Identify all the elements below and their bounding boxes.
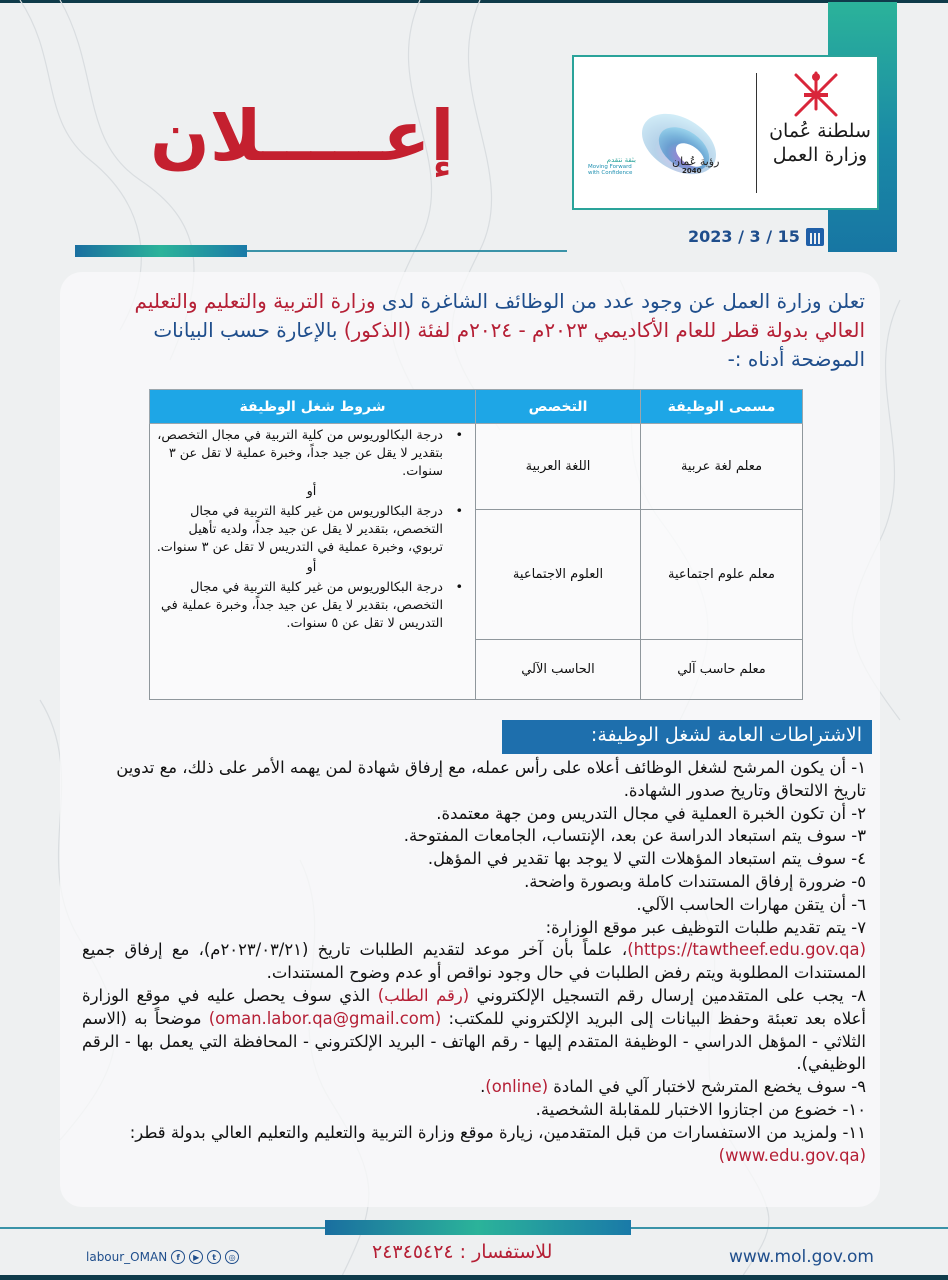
- header-rule-thin: [247, 250, 567, 252]
- inquiry-phone: للاستفسار : ٢٤٣٤٥٤٢٤: [372, 1241, 553, 1263]
- email-link[interactable]: (oman.labor.qa@gmail.com): [208, 1008, 442, 1028]
- vision-tagline: بثقة نتقدم Moving Forward with Confidence: [588, 156, 636, 176]
- requirement-item: ٧- يتم تقديم طلبات التوظيف عبر موقع الوزارة:: [545, 917, 866, 937]
- instagram-icon[interactable]: ◎: [225, 1250, 239, 1264]
- job-title-cell: معلم حاسب آلي: [641, 640, 803, 700]
- condition-item: • درجة البكالوريوس من غير كلية التربية في مجال التخصص، بتقدير لا يقل عن جيد جداً، ولديه تأهيل تربوي، وخبرة عملية في التدريس لا تقل عن ٣ سنوات.: [156, 503, 467, 557]
- requirement-item: ٥- ضرورة إرفاق المستندات كاملة وبصورة واضحة.: [524, 871, 866, 891]
- social-handle[interactable]: labour_OMAN: [86, 1250, 168, 1264]
- general-requirements-heading: الاشتراطات العامة لشغل الوظيفة:: [502, 720, 872, 754]
- edu-link[interactable]: (www.edu.gov.qa): [718, 1145, 866, 1165]
- requirement-item: ٨- يجب على المتقدمين إرسال رقم التسجيل الإلكتروني (رقم الطلب) الذي سوف يحصل عليه في موقع الوزارة أعلاه بعد تعبئة وحفظ البيانات إلى البريد الإلكتروني للمكتب: (oman.labor.qa@gmail.com) موضحاً به (الاسم الثلاثي - المؤهل الدراسي - الوظيفة المتقدم إليها - رقم الهاتف - البريد الإلكتروني - المحافظة التي يعمل بها - الرقم الوظيفي).: [82, 985, 866, 1074]
- date-text: 2023 / 3 / 15: [688, 227, 800, 246]
- header-specialization: التخصص: [476, 390, 641, 424]
- twitter-icon[interactable]: t: [207, 1250, 221, 1264]
- jobs-table: [149, 389, 803, 700]
- header-job-title: مسمى الوظيفة: [641, 390, 803, 424]
- footer-rule: [325, 1220, 631, 1235]
- page-title: إعـــــلان: [150, 95, 455, 177]
- requirement-item: ٩- سوف يخضع المترشح لاختبار آلي في المادة (online).: [480, 1077, 866, 1097]
- logo-divider: [756, 73, 757, 193]
- calendar-icon: [806, 228, 824, 246]
- specialization-cell: اللغة العربية: [476, 424, 641, 510]
- or-separator: أو: [306, 484, 317, 499]
- oman-emblem-icon: [786, 69, 846, 121]
- requirement-item: (https://tawtheef.edu.gov.qa)، علماً بأن آخر موعد لتقديم الطلبات تاريخ (٢٠٢٣/٠٣/٢١م)، مع إرفاق جميع المستندات المطلوبة ويتم رفض الطلبات في حال وجود نواقص أو عدم وضوح المستندات.: [82, 940, 867, 983]
- vision-label: رؤية عُمان: [672, 155, 720, 168]
- requirement-item: ١٠- خضوع من اجتازوا الاختبار للمقابلة الشخصية.: [535, 1099, 866, 1119]
- specialization-cell: الحاسب الآلي: [476, 640, 641, 700]
- condition-item: • درجة البكالوريوس من كلية التربية في مجال التخصص، بتقدير لا يقل عن جيد جداً، وخبرة عملية لا تقل عن ٣ سنوات.: [156, 427, 467, 481]
- requirement-item: ٦- أن يتقن مهارات الحاسب الآلي.: [636, 894, 866, 914]
- ministry-name: سلطنة عُمان وزارة العمل: [769, 120, 871, 166]
- bottom-border: [0, 1275, 948, 1280]
- requirement-item: ٣- سوف يتم استبعاد الدراسة عن بعد، الإنتساب، الجامعات المفتوحة.: [403, 826, 866, 846]
- header-rule: [75, 245, 247, 257]
- general-requirements-list: [82, 757, 866, 1167]
- header-conditions: شروط شغل الوظيفة: [150, 390, 476, 424]
- youtube-icon[interactable]: ▶: [189, 1250, 203, 1264]
- tawtheef-link[interactable]: (https://tawtheef.edu.gov.qa): [627, 940, 867, 960]
- top-border: [0, 0, 948, 3]
- requirement-item: ١- أن يكون المرشح لشغل الوظائف أعلاه على رأس عمله، مع إرفاق شهادة لمن يهمه الأمر على ذلك، مع تدوين تاريخ الالتحاق وتاريخ صدور الشهادة.: [116, 758, 866, 800]
- job-title-cell: معلم علوم اجتماعية: [641, 510, 803, 640]
- specialization-cell: العلوم الاجتماعية: [476, 510, 641, 640]
- vision-year: 2040: [682, 167, 702, 175]
- website-link[interactable]: www.mol.gov.om: [729, 1247, 874, 1267]
- intro-paragraph: تعلن وزارة العمل عن وجود عدد من الوظائف الشاغرة لدى وزارة التربية والتعليم والتعليم العالي بدولة قطر للعام الأكاديمي ٢٠٢٣م - ٢٠٢٤م لفئة (الذكور) بالإعارة حسب البيانات الموضحة أدناه :-: [134, 289, 865, 371]
- logo-panel: [572, 55, 879, 210]
- conditions-cell: [150, 424, 476, 700]
- requirement-item: ٤- سوف يتم استبعاد المؤهلات التي لا يوجد بها تقدير في المؤهل.: [427, 849, 866, 869]
- announcement-date: [688, 227, 824, 246]
- or-separator: أو: [306, 560, 317, 575]
- requirement-item: ١١- ولمزيد من الاستفسارات من قبل المتقدمين، زيارة موقع وزارة التربية والتعليم والتعليم العالي بدولة قطر:(www.edu.gov.qa): [129, 1122, 866, 1165]
- job-title-cell: معلم لغة عربية: [641, 424, 803, 510]
- condition-item: • درجة البكالوريوس من غير كلية التربية في مجال التخصص، بتقدير لا يقل عن جيد جداً، وخبرة عملية في التدريس لا تقل عن ٥ سنوات.: [156, 579, 467, 633]
- requirement-item: ٢- أن تكون الخبرة العملية في مجال التدريس ومن جهة معتمدة.: [436, 803, 866, 823]
- footer-social: [86, 1250, 239, 1264]
- table-row: [150, 424, 803, 510]
- facebook-icon[interactable]: f: [171, 1250, 185, 1264]
